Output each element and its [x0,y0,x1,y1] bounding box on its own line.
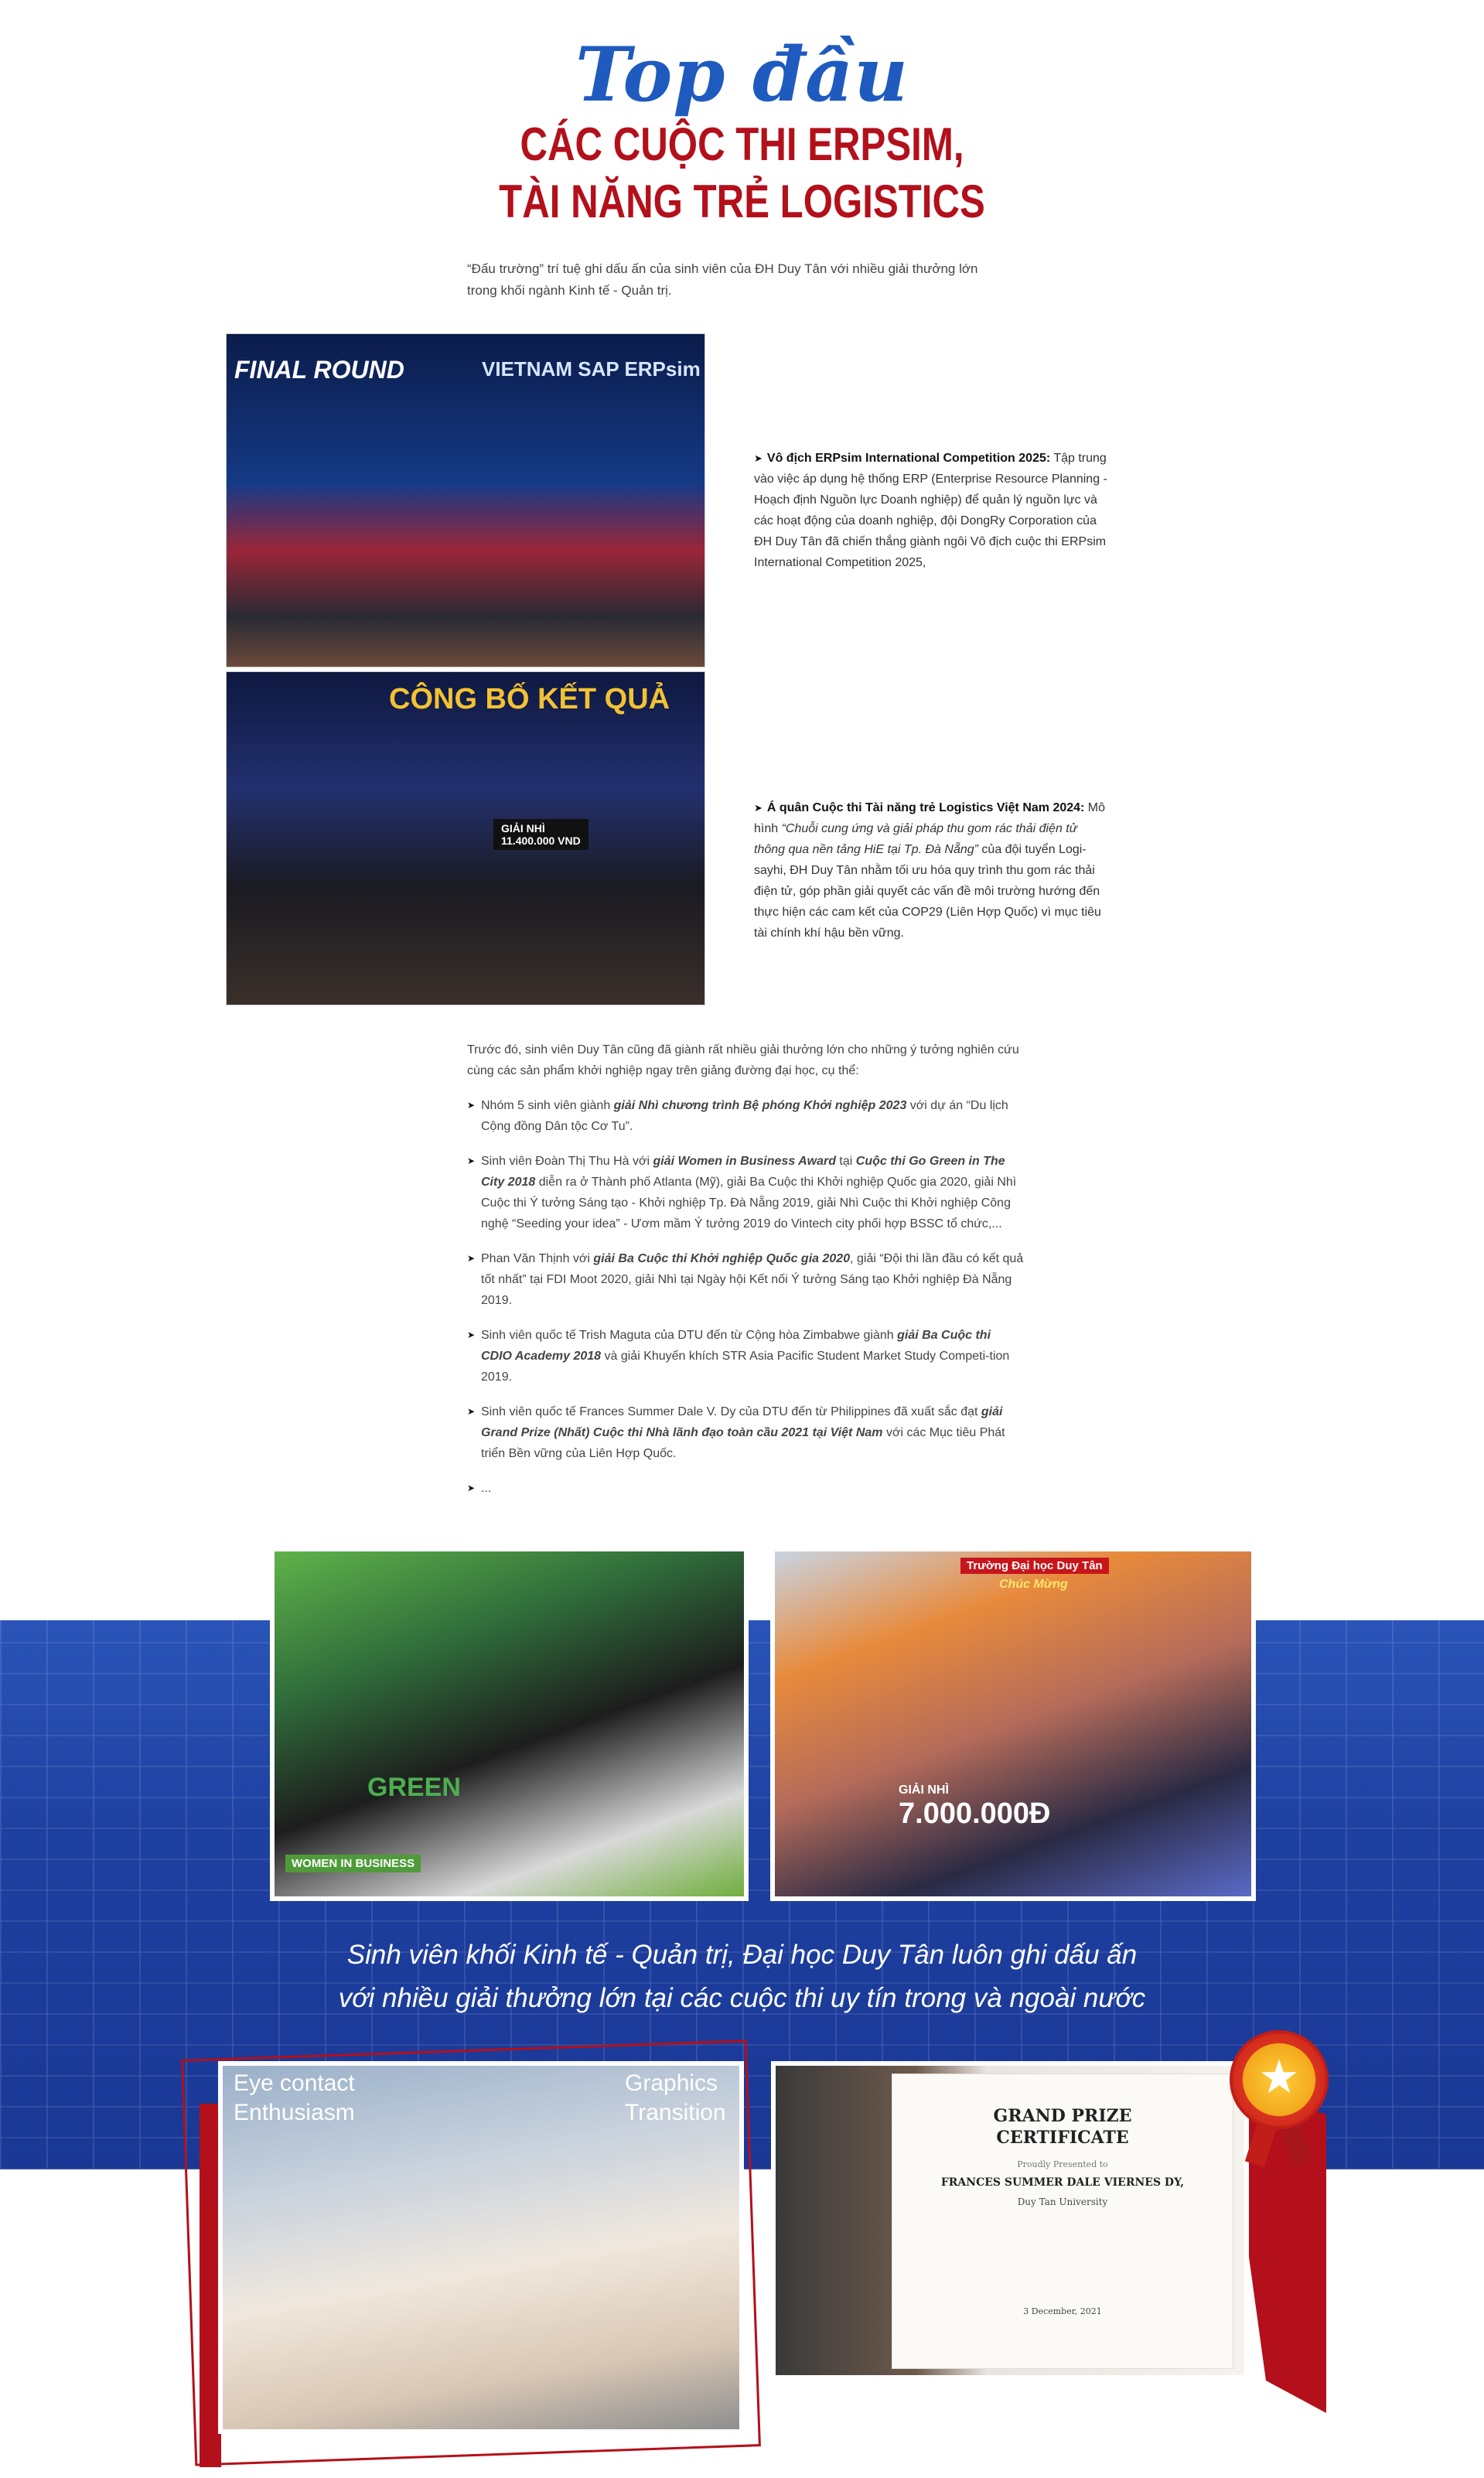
arrow-bullet-icon: ➤ [754,452,762,464]
item-text: tại [835,1155,856,1168]
main-title [134,116,1351,230]
arrow-bullet-icon: ➤ [754,802,762,814]
award-erpsim-body: Tập trung vào việc áp dụng hệ thống ERP (Enterprise Resource Planning - Hoạch định Nguồn lực Doanh nghiệp) để quản lý nguồn lực và các hoạt động của doanh nghiệp, đội DongRy Corporation của ĐH Duy Tân đã chiến thắng giành ngôi Vô địch cuộc thi ERPsim International Competition 2025, [754,452,1107,569]
award-badge-icon [1230,2030,1329,2129]
erpsim-winners-photo [226,333,705,667]
award-erpsim [754,448,1110,573]
photo-school-sign: Trường Đại học Duy Tân [960,1558,1109,1574]
item-text: Sinh viên Đoàn Thị Thu Hà với [481,1155,653,1168]
star-icon: ★ [1258,2051,1300,2103]
item-highlight: giải Ba Cuộc thi CDIO Academy 2018 [481,1329,991,1363]
photo-congrats-sign: Chúc Mừng [999,1578,1068,1591]
intro-paragraph: “Đấu trường” trí tuệ ghi dấu ấn của sinh viên của ĐH Duy Tân với nhiều giải thưởng lớn trong khối ngành Kinh tế - Quản trị. [467,261,978,298]
script-title: Top đầu [575,31,909,118]
quote-line1: Sinh viên khối Kinh tế - Quản trị, Đại học Duy Tân luôn ghi dấu ấn [346,1940,1138,1970]
main-title-line2: TÀI NĂNG TRẺ LOGISTICS [499,176,985,227]
list-item [467,1248,1024,1311]
list-item [467,1151,1024,1234]
item-text: ... [481,1482,492,1495]
photo-board-prize [493,819,588,850]
item-text: Phan Văn Thịnh với [481,1252,594,1265]
award-logistics-body-italic: “Chuỗi cung ứng và giải pháp thu gom rác thải điện tử thông qua nền tảng HiE tại Tp. Đà Nẵng” [754,822,1077,856]
quote-line2: với nhiều giải thưởng lớn tại các cuộc thi uy tín trong và ngoài nước [338,1983,1146,2013]
women-in-business-photo [270,1547,749,1901]
award-logistics-body-pre: Mô hình [754,801,1106,835]
certificate-recipient: FRANCES SUMMER DALE VIERNES DY, [940,2176,1185,2189]
photo-wib-caption: WOMEN IN BUSINESS [285,1855,421,1872]
certificate-title-line1: GRAND PRIZE [993,2106,1132,2126]
list-item [467,1325,1024,1387]
item-highlight: giải Grand Prize (Nhất) Cuộc thi Nhà lãnh đạo toàn cầu 2021 tại Việt Nam [481,1405,1003,1439]
slide-text-eye-contact: Eye contact [234,2070,355,2096]
past-achievements [467,1039,1024,1513]
item-highlight: giải Ba Cuộc thi Khởi nghiệp Quốc gia 2020 [593,1252,851,1265]
list-item [467,1095,1024,1137]
list-item [467,1478,1024,1499]
main-title-line1: CÁC CUỘC THI ERPSIM, [520,118,964,170]
certificate-photo [771,2061,1249,2380]
award-logistics [754,797,1110,944]
certificate-university: Duy Tan University [1017,2196,1108,2207]
pitch-presentation-photo [218,2061,744,2434]
photo-team-prize-title: GIẢI NHÌ [899,1783,949,1797]
item-text: diễn ra ở Thành phố Atlanta (Mỹ), giải Ba Cuộc thi Khởi nghiệp Quốc gia 2020, giải Nhì Cuộc thi Ý tưởng Sáng tạo - Khởi nghiệp Tp. Đà Nẵng 2019, giải Nhì Cuộc thi Khởi nghiệp Công nghệ “Seeding your idea” - Ươm mầm Ý tưởng 2019 do Vintech city phối hợp BSSC tổ chức,... [481,1176,1017,1230]
photo-banner-erpsim: VIETNAM SAP ERPsim [482,357,701,381]
photo-banner-results: CÔNG BỐ KẾT QUẢ [389,683,670,715]
award-logistics-body-post: của đội tuyển Logi-sayhi, ĐH Duy Tân nhằm tối ưu hóa quy trình thu gom rác thải điện tử, góp phần giải quyết các vấn đề môi trường hướng đến thực hiện các cam kết của COP29 (Liên Hợp Quốc) vì mục tiêu tài chính khí hậu bền vững. [754,843,1101,940]
item-text: Sinh viên quốc tế Frances Summer Dale V. Dy của DTU đến từ Philippines đã xuất sắc đạt [481,1405,981,1418]
list-item [467,1401,1024,1464]
certificate-title [892,2105,1233,2149]
past-intro: Trước đó, sinh viên Duy Tân cũng đã giành rất nhiều giải thưởng lớn cho những ý tưởng nghiên cứu cùng các sản phẩm khởi nghiệp ngay trên giảng đường đại học, cụ thể: [467,1043,1019,1077]
photo-green-text: GREEN [367,1773,461,1802]
slide-text-enthusiasm: Enthusiasm [234,2100,355,2125]
slide-text-transition: Transition [625,2100,726,2125]
photo-banner-final-round: FINAL ROUND [234,356,404,384]
logistics-award-photo [226,671,705,1005]
item-text: với các Mục tiêu Phát triển Bền vững của Liên Hợp Quốc. [481,1426,1005,1460]
award-logistics-title: Á quân Cuộc thi Tài năng trẻ Logistics Việt Nam 2024: [766,801,1085,814]
item-highlight: giải Nhì chương trình Bệ phóng Khởi nghiệp 2023 [613,1099,907,1112]
photo-team-prize-amount: 7.000.000Đ [899,1797,1051,1830]
item-text: , giải “Đội thi lần đầu có kết quả tốt nhất” tại FDI Moot 2020, giải Nhì tại Ngày hội Kết nối Ý tưởng Sáng tạo Khởi nghiệp Đà Nẵng 2019. [481,1252,1024,1307]
team-award-photo [770,1547,1256,1901]
item-text: với dự án “Du lịch Cộng đồng Dân tộc Cơ Tu”. [481,1099,1008,1133]
slide-text-graphics: Graphics [625,2070,718,2096]
photo-board-prize-amount: 11.400.000 VND [501,835,581,847]
item-highlight: giải Women in Business Award [653,1155,836,1168]
certificate-paper [892,2074,1233,2369]
photo-board-prize-title: GIẢI NHÌ [501,822,545,835]
highlight-quote [0,1934,1484,2020]
award-erpsim-title: Vô địch ERPsim International Competition 2025: [766,452,1051,465]
certificate-title-line2: CERTIFICATE [996,2128,1129,2148]
photo-team-prize [899,1783,1051,1831]
past-list [467,1095,1024,1499]
item-text: Sinh viên quốc tế Trish Maguta của DTU đến từ Cộng hòa Zimbabwe giành [481,1329,898,1342]
item-highlight: Cuộc thi Go Green in The City 2018 [481,1155,1005,1189]
certificate-date: 3 December, 2021 [1023,2306,1102,2316]
certificate-presented: Proudly Presented to [1017,2159,1108,2169]
item-text: Nhóm 5 sinh viên giành [481,1099,614,1112]
item-text: và giải Khuyến khích STR Asia Pacific Student Market Study Competi-tion 2019. [481,1350,1010,1384]
